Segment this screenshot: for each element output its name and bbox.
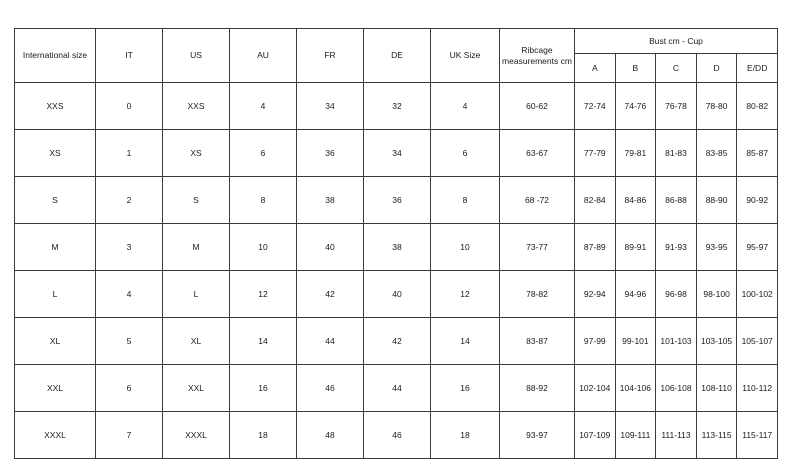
table-body: [15, 83, 778, 459]
cell-us: L: [163, 271, 230, 318]
cell-de: 40: [364, 271, 431, 318]
cell-cup-c: 91-93: [656, 224, 697, 271]
cell-cup-edd: 110-112: [737, 365, 778, 412]
cell-de: 44: [364, 365, 431, 412]
cell-ribcage: 63-67: [500, 130, 575, 177]
cell-cup-edd: 85-87: [737, 130, 778, 177]
cell-au: 18: [230, 412, 297, 459]
cell-it: 3: [96, 224, 163, 271]
cell-cup-edd: 115-117: [737, 412, 778, 459]
cell-au: 10: [230, 224, 297, 271]
cell-international-size: XXXL: [15, 412, 96, 459]
cell-international-size: XS: [15, 130, 96, 177]
column-header-cup-a: A: [575, 54, 616, 83]
cell-au: 16: [230, 365, 297, 412]
table-row: [15, 412, 778, 459]
table-row: [15, 83, 778, 130]
cell-international-size: XL: [15, 318, 96, 365]
column-header-it: IT: [96, 29, 163, 83]
cell-cup-a: 82-84: [575, 177, 616, 224]
cell-ribcage: 73-77: [500, 224, 575, 271]
cell-cup-d: 78-80: [696, 83, 737, 130]
cell-ribcage: 83-87: [500, 318, 575, 365]
cell-us: XXL: [163, 365, 230, 412]
cell-us: XXS: [163, 83, 230, 130]
cell-de: 32: [364, 83, 431, 130]
cell-uk: 14: [431, 318, 500, 365]
cell-cup-b: 79-81: [615, 130, 656, 177]
cell-it: 6: [96, 365, 163, 412]
cell-cup-b: 89-91: [615, 224, 656, 271]
column-header-international-size: International size: [15, 29, 96, 83]
column-header-uk-size: UK Size: [431, 29, 500, 83]
cell-us: S: [163, 177, 230, 224]
column-header-au: AU: [230, 29, 297, 83]
cell-international-size: S: [15, 177, 96, 224]
cell-uk: 6: [431, 130, 500, 177]
cell-it: 0: [96, 83, 163, 130]
cell-cup-c: 101-103: [656, 318, 697, 365]
cell-ribcage: 78-82: [500, 271, 575, 318]
cell-us: XXXL: [163, 412, 230, 459]
cell-cup-d: 83-85: [696, 130, 737, 177]
cell-cup-edd: 105-107: [737, 318, 778, 365]
cell-de: 36: [364, 177, 431, 224]
cell-ribcage: 68 -72: [500, 177, 575, 224]
cell-cup-a: 107-109: [575, 412, 616, 459]
table-row: [15, 271, 778, 318]
cell-fr: 46: [297, 365, 364, 412]
cell-it: 2: [96, 177, 163, 224]
cell-fr: 38: [297, 177, 364, 224]
cell-cup-b: 99-101: [615, 318, 656, 365]
column-header-cup-c: C: [656, 54, 697, 83]
cell-it: 4: [96, 271, 163, 318]
column-header-cup-d: D: [696, 54, 737, 83]
cell-uk: 16: [431, 365, 500, 412]
table-header: [15, 29, 778, 83]
cell-cup-b: 94-96: [615, 271, 656, 318]
column-header-ribcage-measurements: Ribcage measurements cm: [500, 29, 575, 83]
cell-cup-a: 102-104: [575, 365, 616, 412]
cell-au: 12: [230, 271, 297, 318]
column-header-cup-b: B: [615, 54, 656, 83]
size-conversion-table: [14, 28, 778, 459]
cell-cup-c: 96-98: [656, 271, 697, 318]
column-header-de: DE: [364, 29, 431, 83]
cell-cup-b: 109-111: [615, 412, 656, 459]
cell-cup-c: 86-88: [656, 177, 697, 224]
cell-cup-a: 72-74: [575, 83, 616, 130]
cell-fr: 34: [297, 83, 364, 130]
cell-ribcage: 60-62: [500, 83, 575, 130]
cell-de: 38: [364, 224, 431, 271]
cell-cup-edd: 90-92: [737, 177, 778, 224]
cell-cup-d: 103-105: [696, 318, 737, 365]
cell-cup-c: 106-108: [656, 365, 697, 412]
table-row: [15, 177, 778, 224]
cell-international-size: XXS: [15, 83, 96, 130]
cell-de: 42: [364, 318, 431, 365]
cell-cup-d: 98-100: [696, 271, 737, 318]
cell-cup-a: 97-99: [575, 318, 616, 365]
cell-cup-c: 76-78: [656, 83, 697, 130]
cell-international-size: L: [15, 271, 96, 318]
cell-cup-c: 111-113: [656, 412, 697, 459]
cell-uk: 12: [431, 271, 500, 318]
cell-cup-a: 77-79: [575, 130, 616, 177]
table-row: [15, 130, 778, 177]
cell-ribcage: 88-92: [500, 365, 575, 412]
table-row: [15, 318, 778, 365]
cell-it: 5: [96, 318, 163, 365]
cell-us: XL: [163, 318, 230, 365]
cell-au: 6: [230, 130, 297, 177]
cell-fr: 36: [297, 130, 364, 177]
cell-fr: 42: [297, 271, 364, 318]
cell-cup-edd: 80-82: [737, 83, 778, 130]
cell-uk: 4: [431, 83, 500, 130]
cell-cup-b: 104-106: [615, 365, 656, 412]
cell-cup-b: 84-86: [615, 177, 656, 224]
cell-us: XS: [163, 130, 230, 177]
column-header-bust-cup-group: Bust cm - Cup: [575, 29, 778, 54]
column-header-us: US: [163, 29, 230, 83]
cell-cup-d: 88-90: [696, 177, 737, 224]
column-header-fr: FR: [297, 29, 364, 83]
cell-us: M: [163, 224, 230, 271]
cell-cup-b: 74-76: [615, 83, 656, 130]
column-header-cup-edd: E/DD: [737, 54, 778, 83]
cell-de: 46: [364, 412, 431, 459]
cell-it: 7: [96, 412, 163, 459]
cell-cup-d: 113-115: [696, 412, 737, 459]
cell-de: 34: [364, 130, 431, 177]
cell-au: 8: [230, 177, 297, 224]
cell-fr: 40: [297, 224, 364, 271]
cell-international-size: M: [15, 224, 96, 271]
cell-cup-a: 92-94: [575, 271, 616, 318]
cell-cup-c: 81-83: [656, 130, 697, 177]
table-row: [15, 365, 778, 412]
cell-cup-edd: 95-97: [737, 224, 778, 271]
cell-uk: 8: [431, 177, 500, 224]
cell-cup-edd: 100-102: [737, 271, 778, 318]
cell-cup-d: 108-110: [696, 365, 737, 412]
cell-fr: 48: [297, 412, 364, 459]
table-row: [15, 224, 778, 271]
cell-au: 14: [230, 318, 297, 365]
cell-au: 4: [230, 83, 297, 130]
cell-uk: 10: [431, 224, 500, 271]
cell-it: 1: [96, 130, 163, 177]
cell-international-size: XXL: [15, 365, 96, 412]
cell-ribcage: 93-97: [500, 412, 575, 459]
cell-cup-d: 93-95: [696, 224, 737, 271]
cell-fr: 44: [297, 318, 364, 365]
cell-cup-a: 87-89: [575, 224, 616, 271]
header-row-main: [15, 29, 778, 54]
cell-uk: 18: [431, 412, 500, 459]
